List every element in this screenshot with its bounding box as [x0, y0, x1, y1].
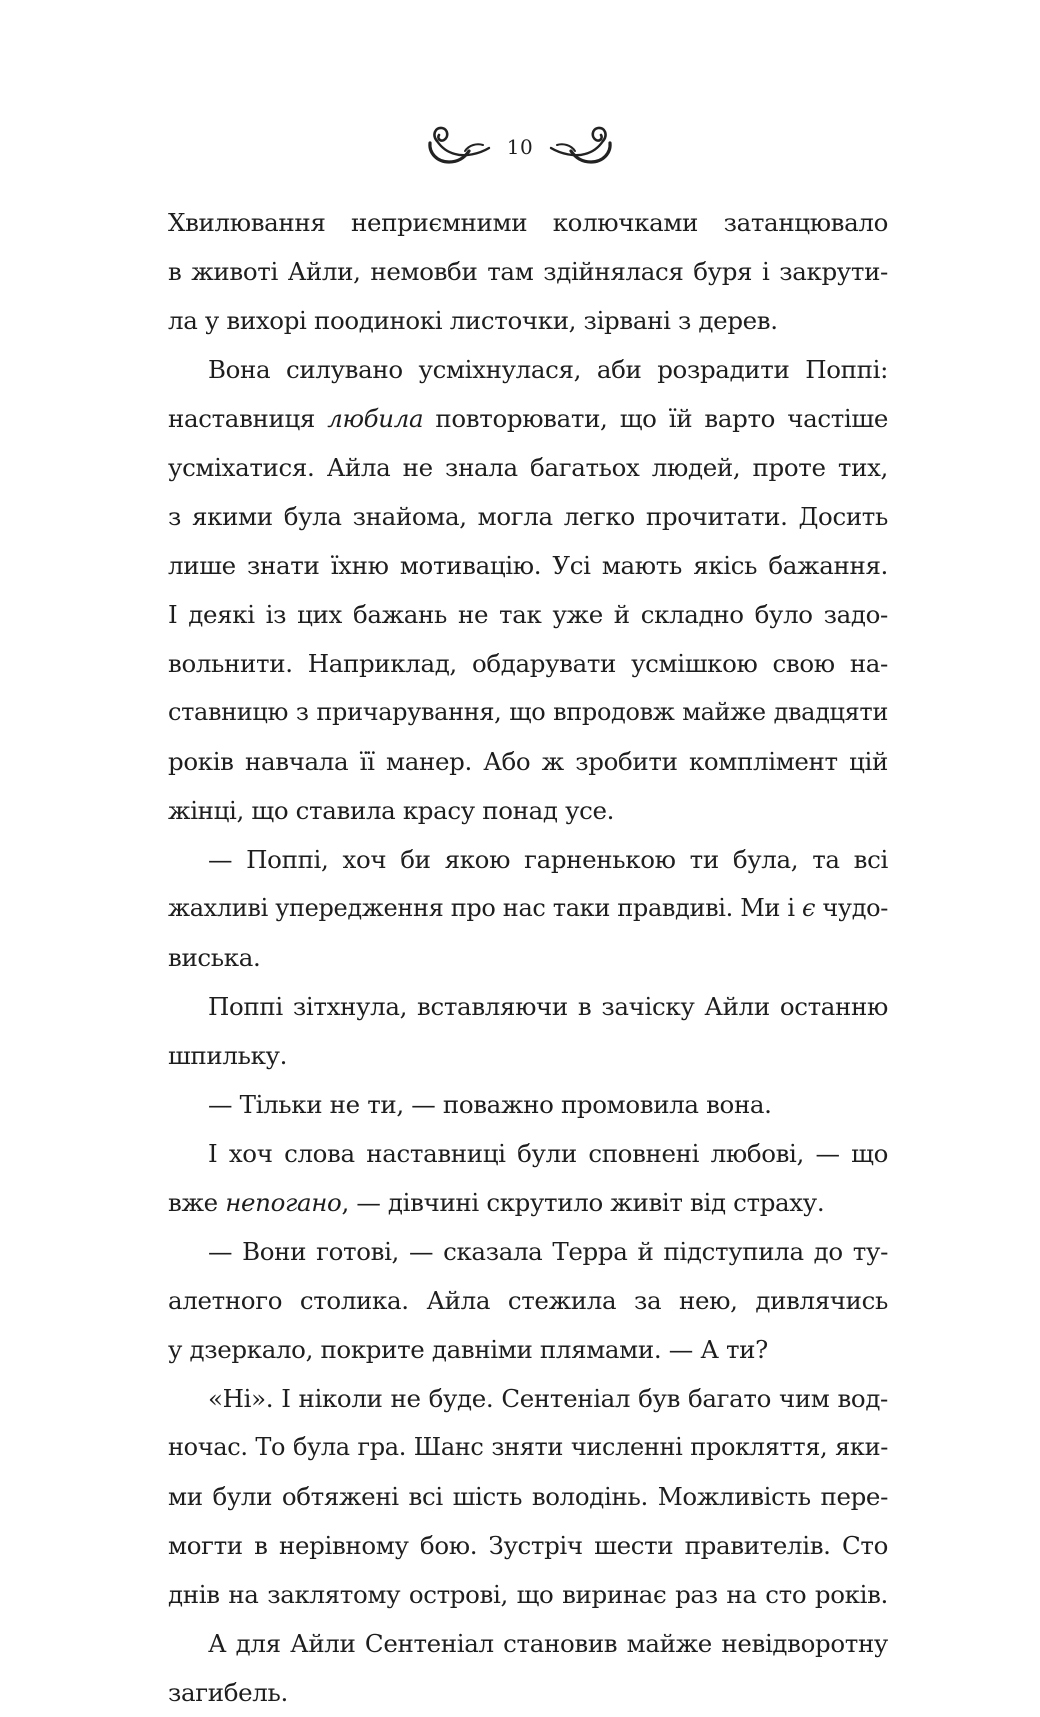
- text-line: лише знати їхню мотивацію. Усі мають якісь бажання.: [168, 551, 888, 580]
- text-line: Вона силувано усміхнулася, аби розрадити Поппі:: [208, 355, 888, 384]
- text-line: загибель.: [168, 1678, 288, 1707]
- text-line: у дзеркало, покрите давніми плямами. — А ти?: [168, 1335, 768, 1364]
- text-line: Поппі зітхнула, вставляючи в зачіску Айли останню: [208, 992, 888, 1021]
- text-line: виська.: [168, 943, 261, 972]
- text-line: ла у вихорі поодинокі листочки, зірвані з дерев.: [168, 306, 778, 335]
- text-line: жінці, що ставила красу понад усе.: [168, 796, 615, 825]
- text-line: шпильку.: [168, 1041, 288, 1070]
- text-line: років навчала її манер. Або ж зробити комплімент цій: [168, 747, 888, 776]
- flourish-right-icon: [549, 121, 615, 171]
- text-line: ми були обтяжені всі шість володінь. Можливість пере-: [168, 1482, 888, 1511]
- text-line: в животі Айли, немовби там здійнялася буря і закрути-: [168, 257, 888, 286]
- text-line: днів на заклятому острові, що виринає раз на сто років.: [168, 1580, 888, 1609]
- text-line: наставниця любила повторювати, що їй варто частіше: [168, 404, 888, 433]
- text-line: алетного столика. Айла стежила за нею, дивлячись: [168, 1286, 888, 1315]
- text-line: ставницю з причарування, що впродовж майже двадцяти: [168, 698, 888, 726]
- text-line: «Ні». І ніколи не буде. Сентеніал був багато чим вод-: [208, 1384, 888, 1413]
- text-line: жахливі упередження про нас таки правдиві. Ми і є чудо-: [168, 894, 888, 922]
- text-line: з якими була знайома, могла легко прочитати. Досить: [168, 502, 888, 531]
- text-line: вольнити. Наприклад, обдарувати усмішкою свою на-: [168, 649, 888, 678]
- text-line: І деякі із цих бажань не так уже й складно було задо-: [168, 600, 888, 629]
- text-line: — Тільки не ти, — поважно промовила вона.: [208, 1090, 772, 1119]
- running-header: [0, 118, 1040, 174]
- text-line: — Поппі, хоч би якою гарненькою ти була, та всі: [208, 845, 888, 874]
- text-line: ночас. То була гра. Шанс зняти численні прокляття, яки-: [168, 1433, 888, 1461]
- body-text: [168, 198, 888, 1717]
- text-line: могти в нерівному бою. Зустріч шести правителів. Сто: [168, 1531, 888, 1560]
- text-line: вже непогано, — дівчині скрутило живіт від страху.: [168, 1188, 825, 1217]
- text-line: А для Айли Сентеніал становив майже невідворотну: [208, 1629, 888, 1658]
- text-line: І хоч слова наставниці були сповнені любові, — що: [208, 1139, 888, 1168]
- page-number: 10: [506, 135, 534, 159]
- text-line: — Вони готові, — сказала Терра й підступила до ту-: [208, 1237, 888, 1266]
- text-line: Хвилювання неприємними колючками затанцювало: [168, 208, 888, 237]
- flourish-left-icon: [425, 121, 491, 171]
- text-line: усміхатися. Айла не знала багатьох людей, проте тих,: [168, 453, 888, 482]
